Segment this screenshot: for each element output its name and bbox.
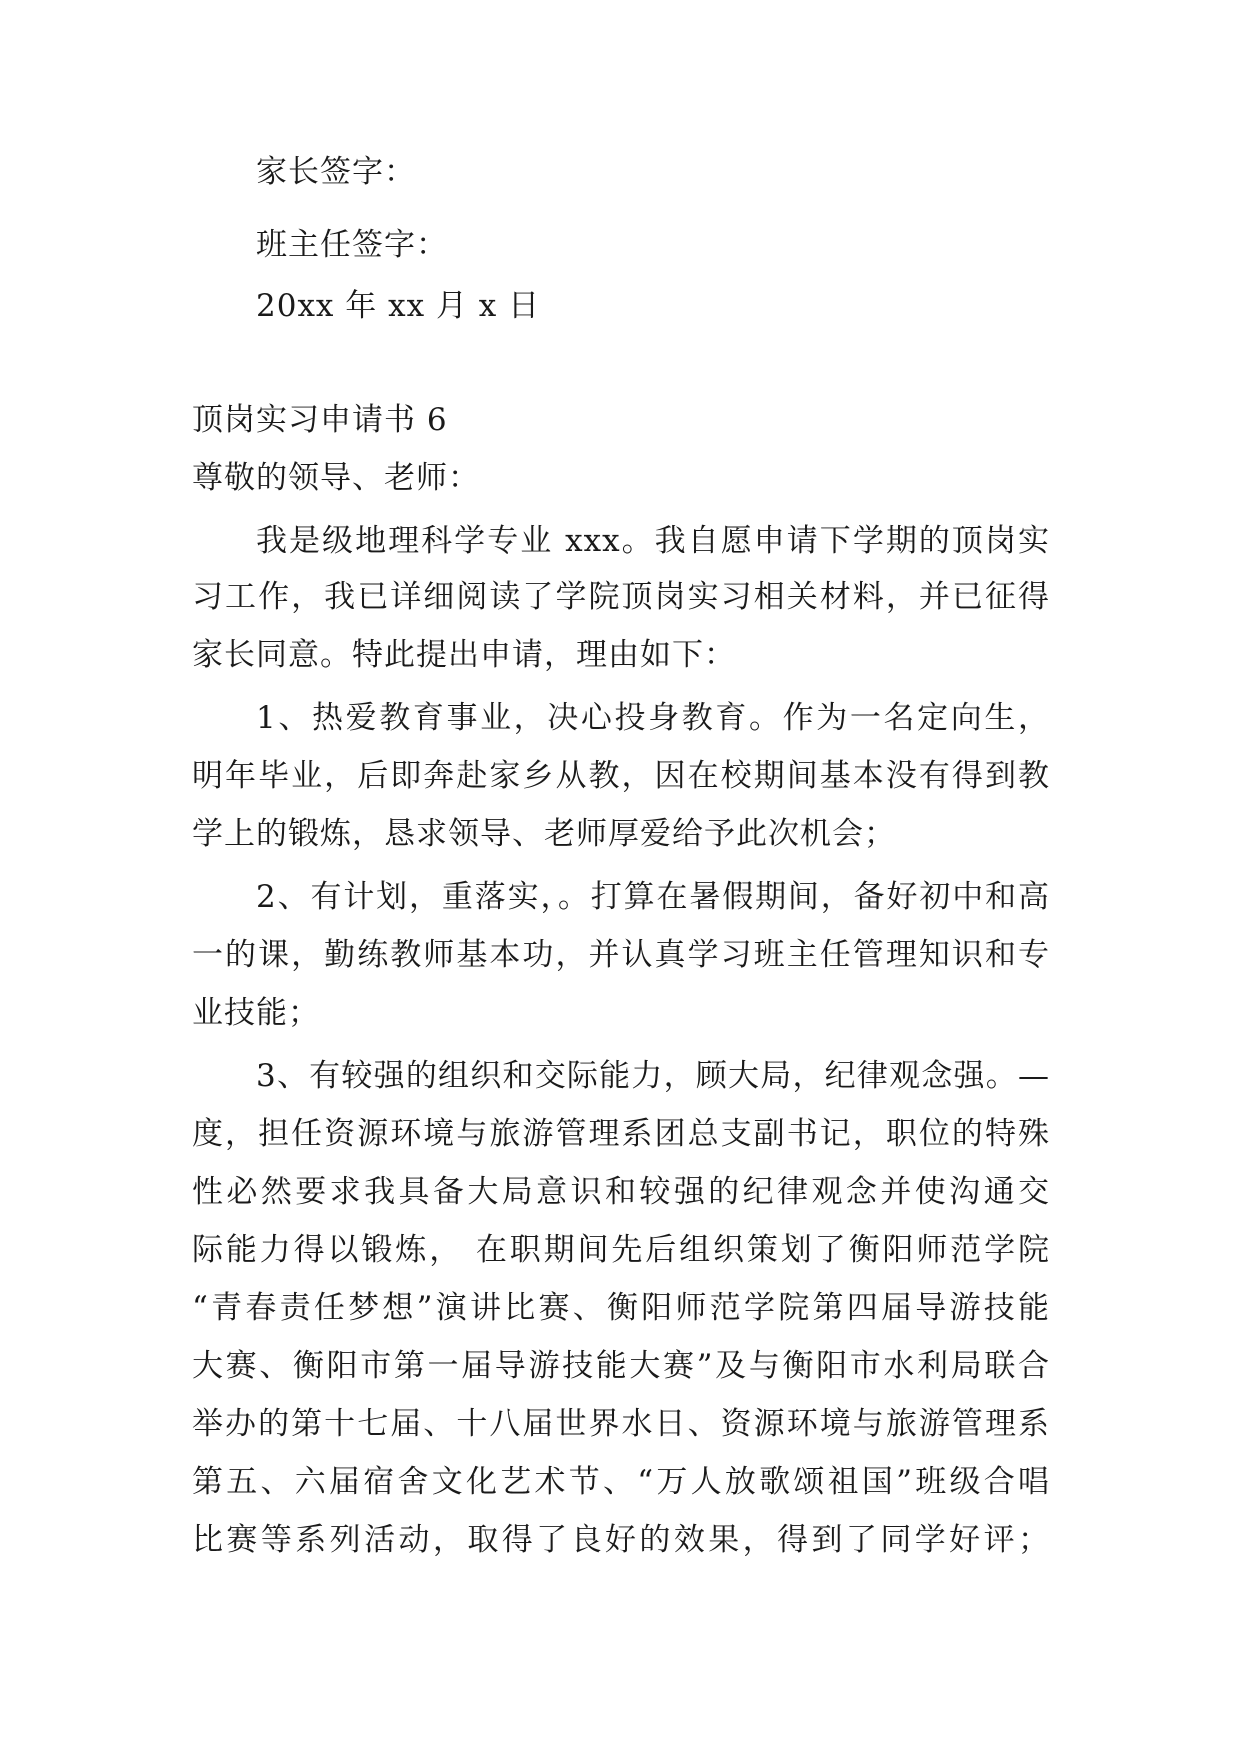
body-line: 习工作，我已详细阅读了学院顶岗实习相关材料，并已征得 [192, 579, 1050, 615]
body-line: 比赛等系列活动，取得了良好的效果，得到了同学好评； [192, 1522, 1050, 1558]
body-line: 大赛、衡阳市第一届导游技能大赛”及与衡阳市水利局联合 [192, 1348, 1050, 1384]
signature-date: 20xx 年 xx 月 x 日 [256, 288, 541, 324]
body-line: 业技能； [192, 995, 320, 1031]
body-line: 我是级地理科学专业 xxx。我自愿申请下学期的顶岗实 [256, 523, 1050, 559]
body-line: 举办的第十七届、十八届世界水日、资源环境与旅游管理系 [192, 1406, 1050, 1442]
body-line: 性必然要求我具备大局意识和较强的纪律观念并使沟通交 [192, 1174, 1050, 1210]
document-title: 顶岗实习申请书 6 [192, 402, 448, 438]
salutation: 尊敬的领导、老师： [192, 460, 480, 496]
body-line: 3、有较强的组织和交际能力，顾大局，纪律观念强。— [256, 1058, 1050, 1094]
body-line: 际能力得以锻炼， 在职期间先后组织策划了衡阳师范学院 [192, 1232, 1050, 1268]
body-line: 学上的锻炼，恳求领导、老师厚爱给予此次机会； [192, 816, 896, 852]
body-line: 家长同意。特此提出申请，理由如下： [192, 637, 736, 673]
body-line: 度，担任资源环境与旅游管理系团总支副书记，职位的特殊 [192, 1116, 1050, 1152]
body-line: 明年毕业，后即奔赴家乡从教，因在校期间基本没有得到教 [192, 758, 1050, 794]
parent-signature-label: 家长签字： [256, 154, 416, 190]
body-line: 第五、六届宿舍文化艺术节、“万人放歌颂祖国”班级合唱 [192, 1464, 1050, 1500]
teacher-signature-label: 班主任签字： [256, 227, 448, 263]
body-line: 2、有计划，重落实，。打算在暑假期间，备好初中和高 [256, 879, 1050, 915]
body-line: 一的课，勤练教师基本功，并认真学习班主任管理知识和专 [192, 937, 1050, 973]
body-line: 1、热爱教育事业，决心投身教育。作为一名定向生， [256, 700, 1050, 736]
body-line: “青春责任梦想”演讲比赛、衡阳师范学院第四届导游技能 [192, 1290, 1050, 1326]
